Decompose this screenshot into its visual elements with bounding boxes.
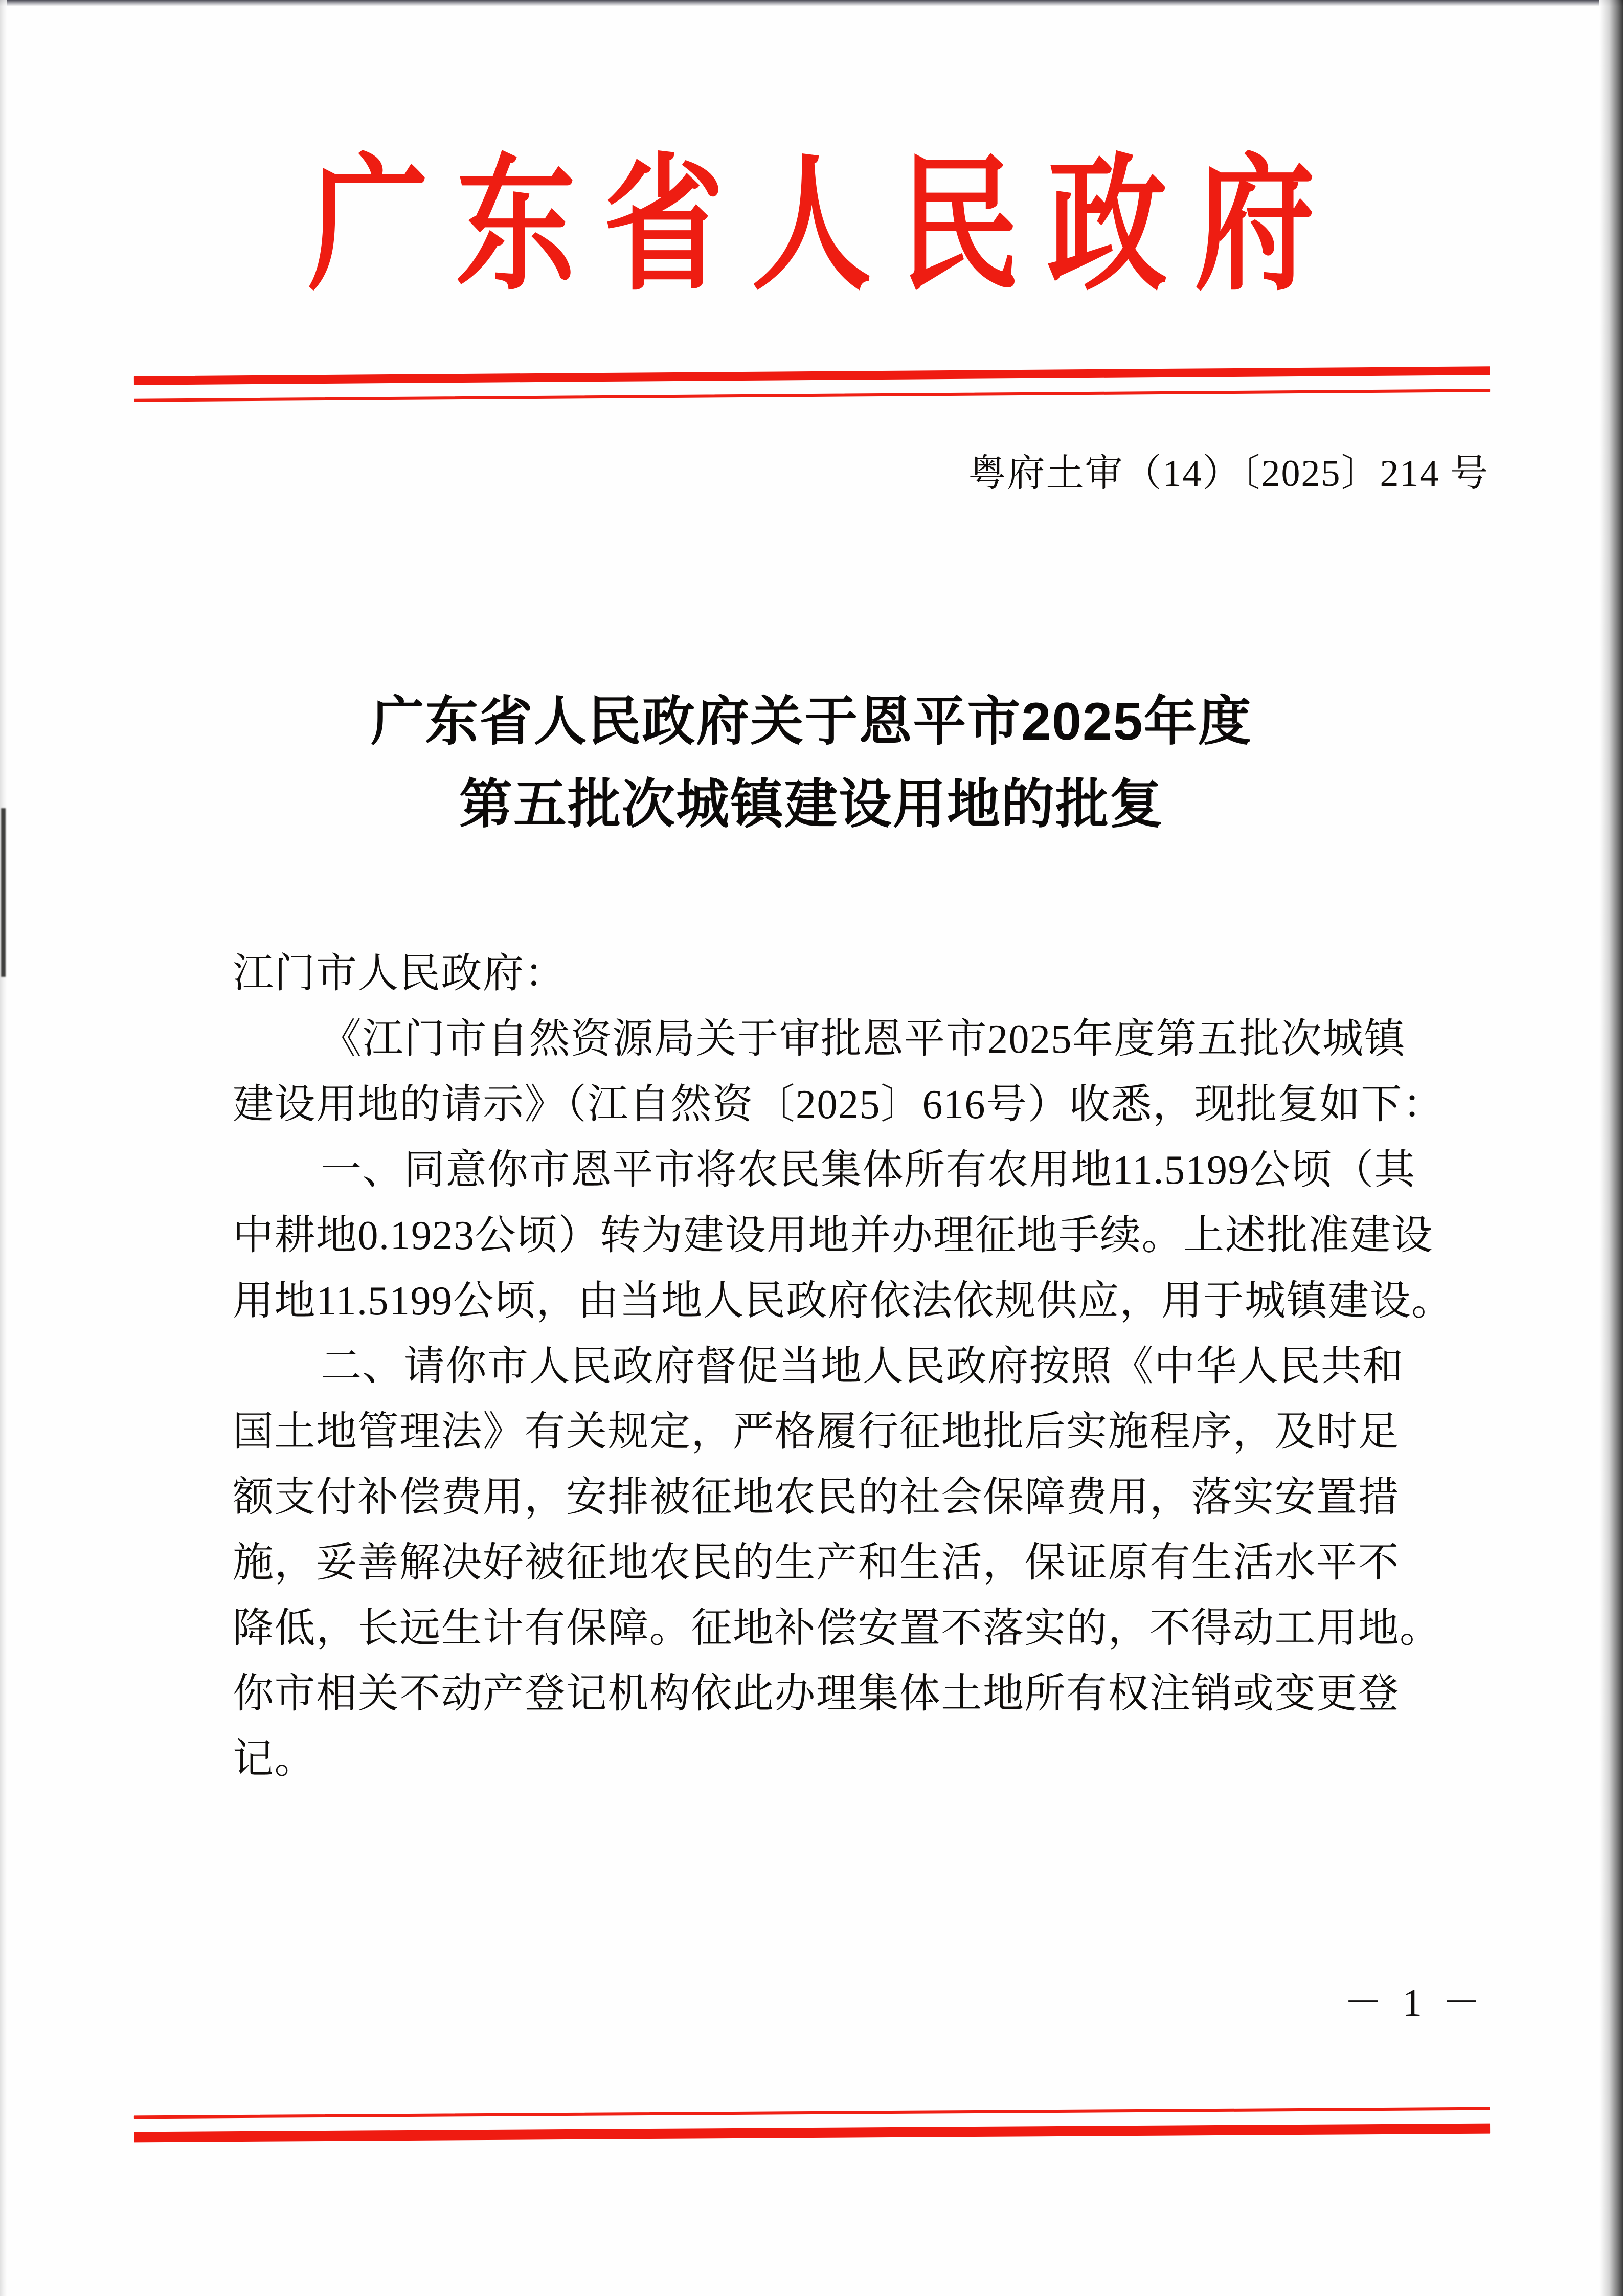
masthead-title: 广东省人民政府 xyxy=(308,145,1343,308)
body-line-1: 《江门市自然资源局关于审批恩平市2025年度第五批次城镇 xyxy=(321,1017,1406,1062)
page-title-line-2: 第五批次城镇建设用地的批复 xyxy=(459,775,1164,834)
header-rule-group xyxy=(134,366,1490,402)
document-number: 粤府土审（14）〔2025〕214 号 xyxy=(968,453,1489,495)
document-body xyxy=(233,941,1453,1792)
body-line-12: 记。 xyxy=(233,1737,316,1782)
body-line-9: 施，妥善解决好被征地农民的生产和生活，保证原有生活水平不 xyxy=(233,1541,1400,1586)
scan-edge-left xyxy=(0,0,7,2296)
body-line-7: 国土地管理法》有关规定，严格履行征地批后实施程序，及时足 xyxy=(233,1410,1400,1455)
body-line-11: 你市相关不动产登记机构依此办理集体土地所有权注销或变更登 xyxy=(233,1671,1400,1717)
footer-rule-group xyxy=(134,2107,1490,2143)
masthead xyxy=(0,145,1623,308)
body-line-8: 额支付补偿费用，安排被征地农民的社会保障费用，落实安置措 xyxy=(233,1475,1400,1520)
body-line-10: 降低，长远生计有保障。征地补偿安置不落实的，不得动工用地。 xyxy=(233,1606,1441,1651)
body-line-2: 建设用地的请示》（江自然资〔2025〕616号）收悉，现批复如下： xyxy=(233,1082,1445,1127)
body-line-5: 用地11.5199公顷，由当地人民政府依法依规供应，用于城镇建设。 xyxy=(233,1279,1453,1324)
page-title-line-1: 广东省人民政府关于恩平市2025年度 xyxy=(371,692,1252,751)
scan-edge-top xyxy=(0,0,1623,6)
scan-edge-right xyxy=(1599,0,1623,2296)
body-line-6: 二、请你市人民政府督促当地人民政府按照《中华人民共和 xyxy=(321,1344,1404,1389)
page-title xyxy=(0,680,1623,846)
body-line-4: 中耕地0.1923公顷）转为建设用地并办理征地手续。上述批准建设 xyxy=(233,1213,1433,1258)
body-line-3: 一、同意你市恩平市将农民集体所有农用地11.5199公顷（其 xyxy=(321,1148,1416,1193)
page-number: － 1 － xyxy=(1344,1981,1486,2024)
addressee: 江门市人民政府： xyxy=(233,951,566,996)
